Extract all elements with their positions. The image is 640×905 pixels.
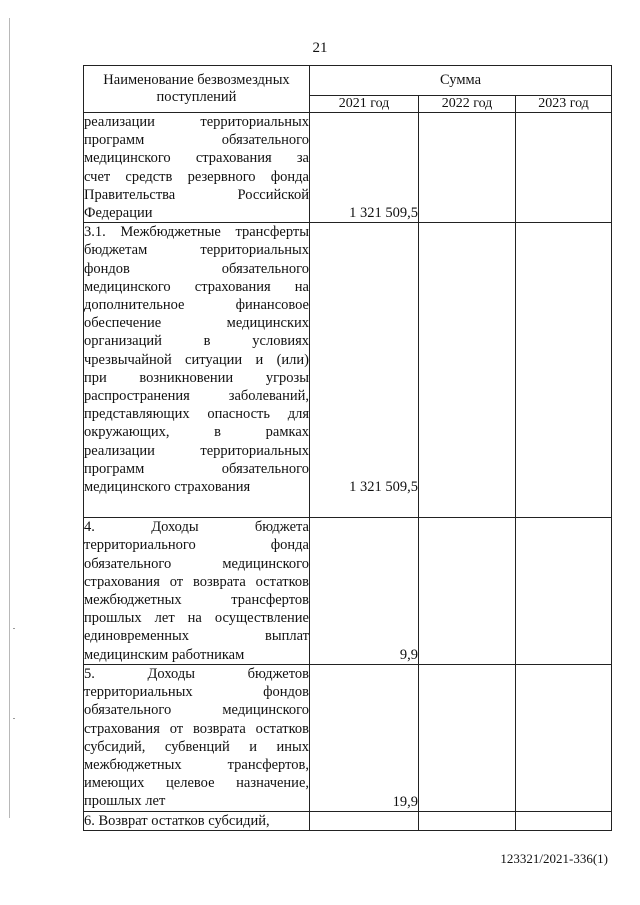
row-description — [84, 113, 310, 223]
document-code: 123321/2021-336(1) — [500, 851, 608, 866]
value-2022 — [419, 113, 516, 223]
value-2022 — [419, 518, 516, 665]
description-line: обеспечение медицинских — [84, 315, 309, 332]
description-line: медицинского страхования — [84, 479, 251, 496]
description-line: имеющих целевое назначение, — [84, 775, 309, 792]
value-2021: 19,9 — [310, 664, 419, 811]
description-line: 3.1. Межбюджетные трансферты — [84, 224, 309, 241]
description-line: дополнительное финансовое — [84, 297, 309, 314]
row-description — [84, 518, 310, 665]
description-line: субсидий, субвенций и иных — [84, 738, 309, 755]
description-line: программ обязательного — [84, 460, 309, 477]
description-line: обязательного медицинского — [84, 555, 309, 572]
header-year-2023: 2023 год — [516, 95, 612, 112]
description-line: 4. Доходы бюджета — [84, 519, 309, 536]
scan-margin-line — [9, 18, 10, 818]
value-2022 — [419, 223, 516, 518]
value-2022 — [419, 664, 516, 811]
header-year-2021: 2021 год — [310, 95, 419, 112]
description-line: реализации территориальных — [84, 114, 309, 130]
description-line: фондов обязательного — [84, 260, 309, 277]
description-line: территориального фонда — [84, 537, 309, 554]
row-description — [84, 664, 310, 811]
description-line: территориальных фондов — [84, 684, 309, 701]
description-line: прошлых лет — [84, 793, 166, 810]
description-line: единовременных выплат — [84, 628, 309, 645]
value-2023 — [516, 664, 612, 811]
value-2023 — [516, 518, 612, 665]
header-year-2022: 2022 год — [419, 95, 516, 112]
row-description — [84, 223, 310, 518]
description-line: реализации территориальных — [84, 442, 309, 459]
scan-speck — [13, 718, 15, 719]
description-line: межбюджетных трансфертов, — [84, 756, 309, 773]
description-line: медицинским работникам — [84, 646, 245, 663]
header-sum-col: Сумма — [310, 66, 612, 96]
description-line: 6. Возврат остатков субсидий, — [84, 812, 270, 829]
value-2021: 9,9 — [310, 518, 419, 665]
value-2023 — [516, 811, 612, 830]
header-name-col: Наименование безвозмездных поступлений — [84, 66, 310, 113]
table-row — [84, 811, 612, 830]
value-2021 — [310, 811, 419, 830]
description-line: чрезвычайной ситуации и (или) — [84, 351, 309, 368]
description-line: Правительства Российской — [84, 186, 309, 203]
value-2021: 1 321 509,5 — [310, 223, 419, 518]
table-row — [84, 518, 612, 665]
page-number: 21 — [312, 40, 328, 56]
description-line: 5. Доходы бюджетов — [84, 665, 309, 682]
description-line: медицинского страхования за — [84, 150, 309, 167]
description-line: счет средств резервного фонда — [84, 168, 309, 185]
value-2021: 1 321 509,5 — [310, 113, 419, 223]
scan-speck — [13, 628, 15, 629]
description-line: страхования от возврата остатков — [84, 720, 309, 737]
description-line: организаций в условиях — [84, 333, 309, 350]
description-line: страхования от возврата остатков — [84, 573, 309, 590]
row-description — [84, 811, 310, 830]
description-line: окружающих, в рамках — [84, 424, 309, 441]
description-line: представляющих опасность для — [84, 406, 309, 423]
description-line: распространения заболеваний, — [84, 388, 309, 405]
table-row — [84, 664, 612, 811]
description-line: обязательного медицинского — [84, 702, 309, 719]
description-line: прошлых лет на осуществление — [84, 610, 309, 627]
description-line: при возникновении угрозы — [84, 369, 309, 386]
value-2022 — [419, 811, 516, 830]
description-line: межбюджетных трансфертов — [84, 592, 309, 609]
revenue-table — [83, 65, 612, 831]
table-row — [84, 223, 612, 518]
description-line: медицинского страхования на — [84, 278, 309, 295]
description-line: бюджетам территориальных — [84, 242, 309, 259]
description-line: программ обязательного — [84, 132, 309, 149]
description-line: Федерации — [84, 205, 153, 222]
value-2023 — [516, 113, 612, 223]
header-row — [84, 66, 612, 96]
value-2023 — [516, 223, 612, 518]
table-row — [84, 113, 612, 223]
